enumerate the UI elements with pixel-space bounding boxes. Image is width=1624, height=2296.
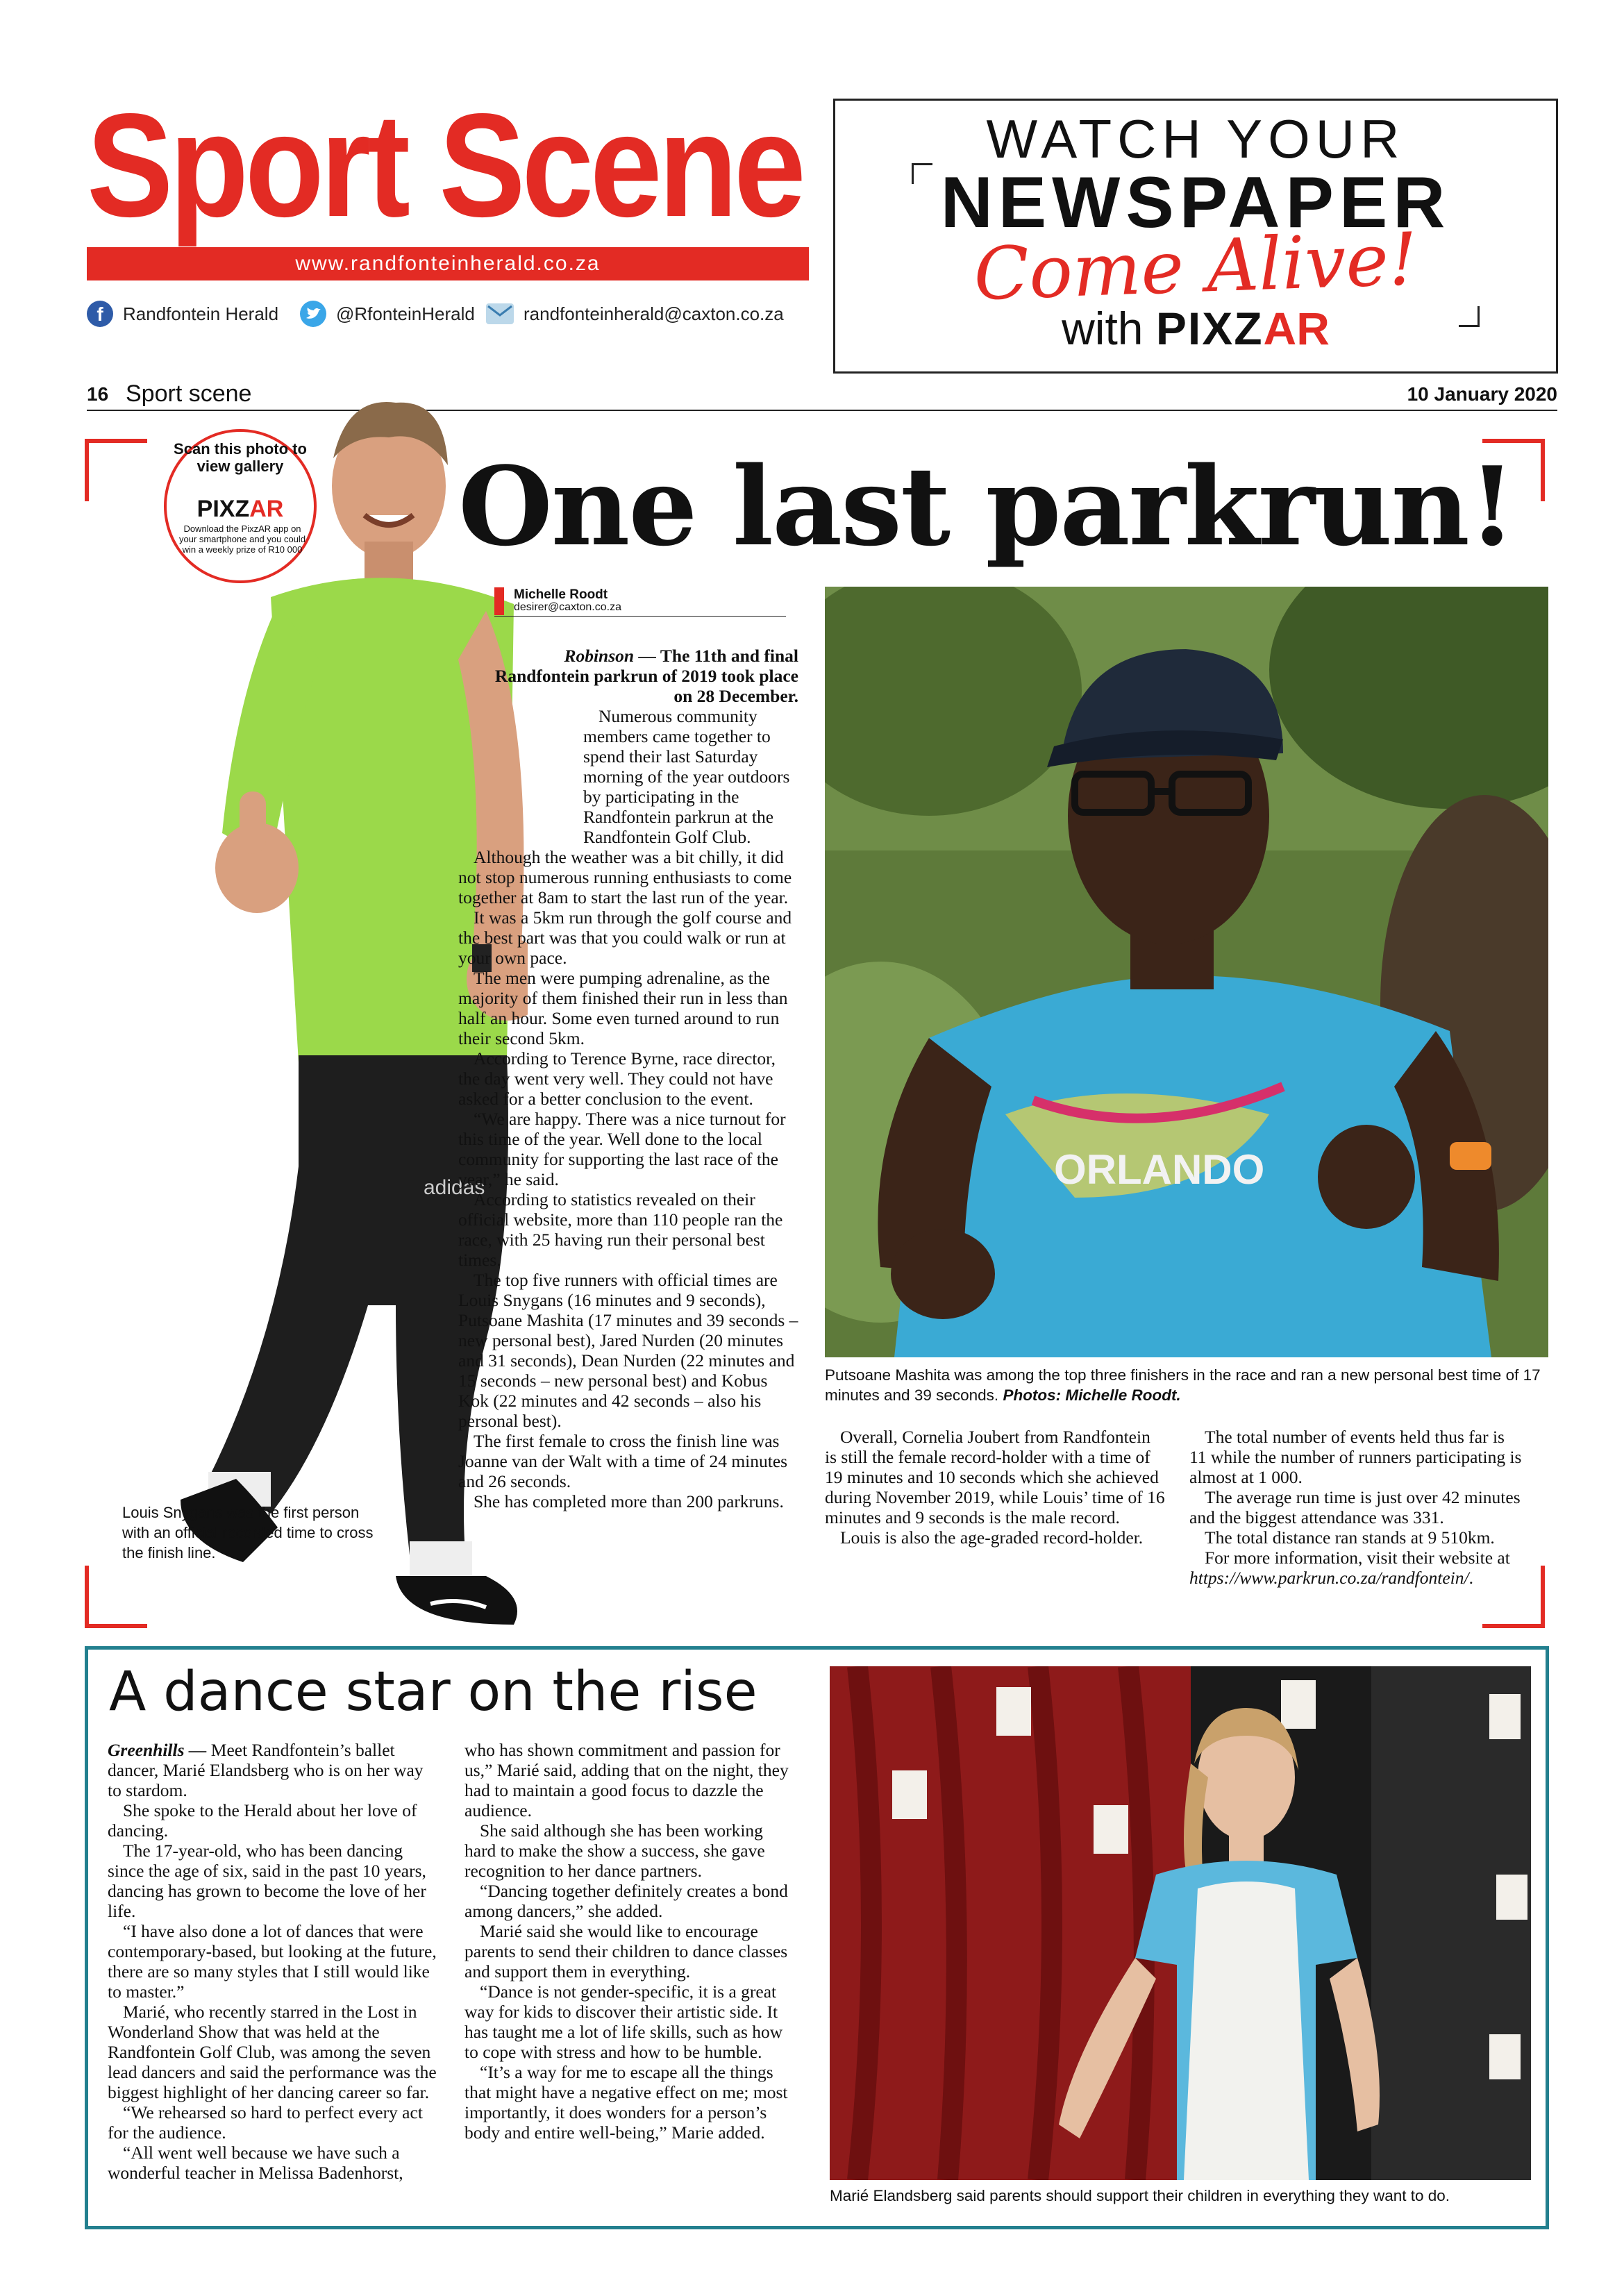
masthead-title: Sport Scene	[87, 83, 803, 247]
email-label: randfonteinherald@caxton.co.za	[524, 303, 784, 324]
ad-with-word: with	[1062, 303, 1144, 354]
story-column-3	[1189, 1427, 1523, 1588]
dance-story-box	[85, 1646, 1549, 2229]
photo-putsoane-mashita[interactable]	[825, 587, 1548, 1357]
twitter-icon	[300, 301, 326, 327]
dance-column-1	[108, 1740, 441, 2183]
photo-credit: Photos: Michelle Roodt.	[1003, 1386, 1181, 1404]
paragraph: The total distance ran stands at 9 510km.	[1205, 1527, 1495, 1548]
issue-date: 10 January 2020	[1407, 383, 1557, 405]
paragraph: who has shown commitment and passion for us,” Marié said, adding that on the night, they had to maintain a good focus to dazzle the audience.	[464, 1740, 789, 1820]
paragraph: The 17-year-old, who has been dancing since the age of six, said in the past 10 years, dancing has grown to become the love of her life.	[108, 1841, 426, 1921]
ad-brand-ar: AR	[1263, 303, 1330, 354]
scan-pixzar-badge[interactable]	[164, 429, 317, 583]
paragraph: For more information, visit their website at https://www.parkrun.co.za/randfontein/.	[1189, 1548, 1510, 1588]
email-link[interactable]	[486, 299, 784, 329]
paragraph: Marié said she would like to encourage parents to send their children to dance classes and support them in everything.	[464, 1921, 788, 1981]
photo-marie-elandsberg[interactable]	[830, 1666, 1531, 2180]
paragraph: “All went well because we have such a wonderful teacher in Melissa Badenhorst,	[108, 2143, 403, 2183]
ad-brand-pixz: PIXZ	[1155, 303, 1264, 354]
paragraph: The first female to cross the finish line was Joanne van der Walt with a time of 24 minutes and 26 seconds.	[458, 1431, 788, 1491]
paragraph: “Dancing together definitely creates a bond among dancers,” she added.	[464, 1881, 788, 1921]
paragraph: According to Terence Byrne, race director, the day went very well. They could not have asked for a better conclusion to the event.	[458, 1048, 776, 1109]
scan-badge-small-print: Download the PixzAR app on your smartphone and you could win a weekly prize of R10 000	[178, 523, 306, 555]
facebook-icon: f	[87, 301, 113, 327]
email-icon	[486, 303, 514, 324]
dance-headline: A dance star on the rise	[109, 1661, 757, 1723]
paragraph: Although the weather was a bit chilly, it did not stop numerous running enthusiasts to come together at 8am to start the last run of the year.	[458, 847, 792, 907]
story-byline	[494, 587, 786, 617]
paragraph	[108, 1740, 441, 1800]
photo-caption-dancer: Marié Elandsberg said parents should support their children in everything they want to do.	[830, 2187, 1450, 2204]
scan-badge-text: Scan this photo to view gallery	[174, 440, 307, 475]
scan-badge-brand	[167, 496, 314, 523]
website-url[interactable]: www.randfonteinherald.co.za	[87, 247, 809, 280]
paragraph: The total number of events held thus far is 11 while the number of runners participating is almost at 1 000.	[1189, 1427, 1522, 1487]
story-column-1	[458, 646, 798, 1511]
scan-brand-pixz: PIXZ	[196, 496, 250, 522]
ad-line-with-brand	[835, 302, 1556, 355]
svg-text:adidas: adidas	[424, 1176, 485, 1199]
paragraph: “Dance is not gender-specific, it is a great way for kids to discover their artistic side. It has taught me a lot of life skills, such as how to cope with stress and how to be humble.	[464, 1981, 783, 2062]
scan-brand-ar: AR	[249, 496, 284, 522]
story-lead	[458, 646, 798, 706]
pixzar-advert[interactable]	[833, 99, 1558, 374]
twitter-link[interactable]	[300, 299, 475, 329]
dance-lead-text: Meet Randfontein’s ballet dancer, Marié Elandsberg who is on her way to stardom.	[108, 1740, 424, 1800]
byline-name: Michelle Roodt	[514, 587, 608, 602]
photo-caption-runner1: Louis Snygans was the first person with an official recorded time to cross the finish line.	[122, 1504, 374, 1561]
shirt-print-text: ORLANDO	[1054, 1146, 1265, 1193]
ad-line-come-alive: Come Alive!	[972, 216, 1419, 317]
runner2-caption-text: Putsoane Mashita was among the top three finishers in the race and ran a new personal best time of 17 minutes and 39 seconds.	[825, 1366, 1541, 1404]
paragraph: “I have also done a lot of dances that were contemporary-based, but looking at the future, there are so many styles that I still would like to master.”	[108, 1921, 437, 2002]
page-number: 16	[87, 383, 109, 405]
paragraph: “We rehearsed so hard to perfect every act for the audience.	[108, 2102, 423, 2143]
story-dateline: Robinson —	[564, 646, 656, 666]
story-lead-text: The 11th and final Randfontein parkrun of 2019 took place on 28 December.	[494, 646, 798, 706]
ad-line-newspaper: NEWSPAPER	[940, 162, 1451, 243]
paragraph: “We are happy. There was a nice turnout for this time of the year. Well done to the local community for supporting the last race of the year,” he said.	[458, 1109, 786, 1189]
photo-caption-runner2	[825, 1365, 1548, 1405]
facebook-label: Randfontein Herald	[123, 303, 279, 324]
paragraph: Overall, Cornelia Joubert from Randfontein is still the female record-holder with a time of 19 minutes and 10 seconds which she achieved during November 2019, while Louis’ time of 16 minutes and 9 seconds is the male record.	[825, 1427, 1165, 1527]
paragraph: Numerous community members came together to spend their last Saturday morning of the year outdoors by participating in the Randfontein parkrun at the Randfontein Golf Club.	[583, 706, 790, 847]
paragraph: The men were pumping adrenaline, as the majority of them finished their run in less than half an hour. Some even turned around to run their second 5km.	[458, 968, 788, 1048]
paragraph: It was a 5km run through the golf course and the best part was that you could walk or run at your own pace.	[458, 907, 792, 968]
paragraph: She said although she has been working hard to make the show a success, she gave recognition to her dance partners.	[464, 1820, 765, 1881]
parkrun-link[interactable]: https://www.parkrun.co.za/randfontein/	[1189, 1568, 1469, 1588]
dance-column-2	[464, 1740, 791, 2143]
paragraph: “It’s a way for me to escape all the things that might have a negative effect on me; most importantly, it does wonders for a person’s body and entire well-being,” Marie added.	[464, 2062, 788, 2143]
ad-line-watch: WATCH YOUR	[986, 108, 1405, 169]
more-info-text: For more information, visit their website at	[1205, 1548, 1510, 1568]
facebook-link[interactable]	[87, 299, 278, 329]
paragraph: Marié, who recently starred in the Lost in Wonderland Show that was held at the Randfontein Golf Club, was among the seven lead dancers and said the performance was the biggest highlight of her dancing career so far.	[108, 2002, 437, 2102]
twitter-label: @RfonteinHerald	[336, 303, 475, 324]
paragraph: Louis is also the age-graded record-holder.	[840, 1527, 1144, 1548]
section-name: Sport scene	[126, 380, 252, 407]
dance-dateline: Greenhills —	[108, 1740, 207, 1760]
paragraph: According to statistics revealed on their official website, more than 110 people ran the race, with 25 having run their personal best times.	[458, 1189, 783, 1270]
paragraph: The average run time is just over 42 minutes and the biggest attendance was 331.	[1189, 1487, 1521, 1527]
byline-marker	[494, 587, 504, 615]
paragraph: She has completed more than 200 parkruns.	[474, 1491, 784, 1511]
paragraph: She spoke to the Herald about her love of dancing.	[108, 1800, 417, 1841]
story-column-2	[825, 1427, 1165, 1548]
story-headline: One last parkrun!	[458, 443, 1515, 570]
byline-email[interactable]: desirer@caxton.co.za	[514, 601, 621, 613]
paragraph: The top five runners with official times are Louis Snygans (16 minutes and 9 seconds), Putsoane Mashita (17 minutes and 39 seconds – new personal best), Jared Nurden (20 minutes and 31 seconds), Dean Nurden (22 minutes and 15 seconds – new personal best) and Kobus Kok (22 minutes and 42 seconds – also his personal best).	[458, 1270, 798, 1431]
